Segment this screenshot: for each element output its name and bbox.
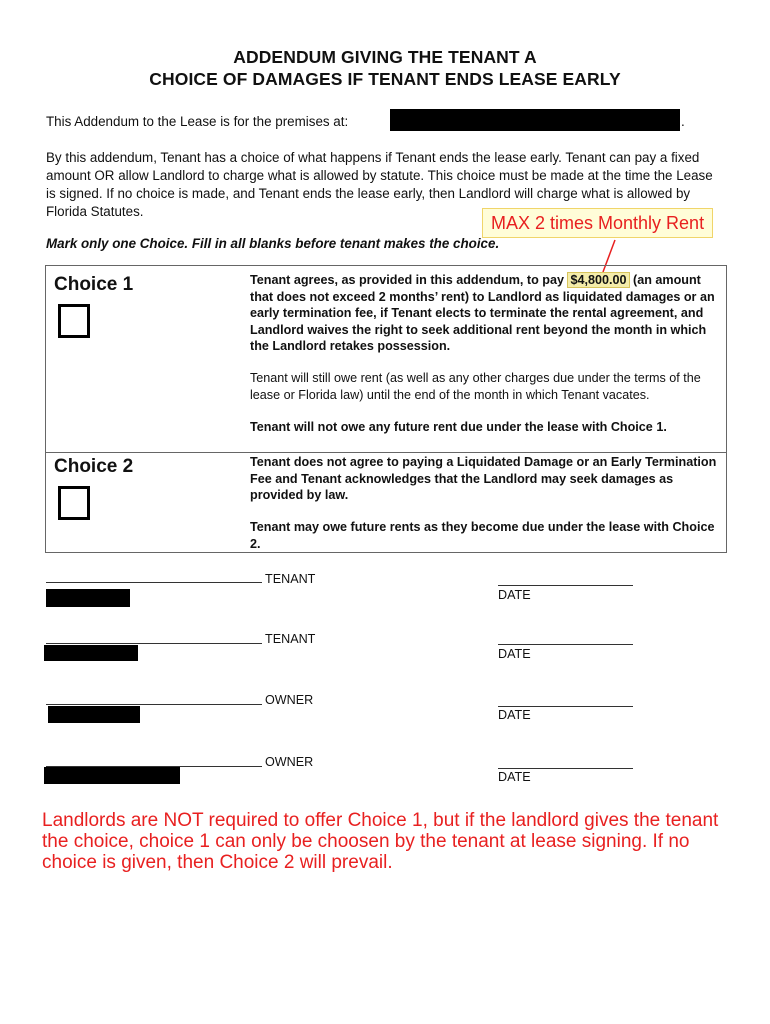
tenant-1-signature-line[interactable]	[46, 582, 262, 583]
tenant-1-label: TENANT	[265, 572, 316, 586]
choice-1-terms-end: (an amount that does not exceed 2 months’ rent) to Landlord as liquidated damages or an early termination fee, if Tenant elects to terminate the rental agreement, and Landlord waives the right to seek additional rent beyond the month in which the Landlord retakes possession.	[250, 273, 715, 353]
choice-2-terms: Tenant does not agree to paying a Liquidated Damage or an Early Termination Fee and Tenant acknowledges that the Landlord may seek damages as provided by law.	[250, 455, 717, 502]
premises-label: This Addendum to the Lease is for the premises at:	[46, 114, 349, 129]
title-line-2: CHOICE OF DAMAGES IF TENANT ENDS LEASE EARLY	[149, 69, 621, 89]
tenant-2-date-line[interactable]	[498, 644, 633, 645]
document-title	[0, 46, 770, 90]
choices-row-divider	[46, 452, 726, 453]
owner-1-date-label: DATE	[498, 708, 531, 722]
tenant-2-label: TENANT	[265, 632, 316, 646]
intro-paragraph: By this addendum, Tenant has a choice of what happens if Tenant ends the lease early. Tenant can pay a fixed amount OR allow Landlord to charge what is allowed by statute. This choice must be made at the time the Lease is signed. If no choice is made, and Tenant ends the lease early, then Landlord will charge what is allowed by Florida Statutes.	[46, 150, 713, 219]
premises-end-char: .	[681, 114, 685, 129]
choice-2-future-rent: Tenant may owe future rents as they become due under the lease with Choice 2.	[250, 520, 715, 551]
choice-2-checkbox[interactable]	[58, 486, 90, 520]
choice-1-label: Choice 1	[54, 274, 134, 295]
liquidated-damages-amount[interactable]: $4,800.00	[567, 272, 629, 288]
choice-1-future-rent: Tenant will not owe any future rent due under the lease with Choice 1.	[250, 420, 667, 434]
owner-1-date-line[interactable]	[498, 706, 633, 707]
owner-2-date-line[interactable]	[498, 768, 633, 769]
tenant-2-signature-line[interactable]	[46, 643, 262, 644]
owner-1-signature-line[interactable]	[46, 704, 262, 705]
premises-line	[46, 114, 348, 129]
owner-2-name-redaction	[44, 767, 180, 784]
tenant-2-name-redaction	[44, 645, 138, 661]
owner-1-name-redaction	[48, 706, 140, 723]
owner-2-date-label: DATE	[498, 770, 531, 784]
tenant-1-name-redaction	[46, 589, 130, 607]
max-rent-annotation: MAX 2 times Monthly Rent	[482, 208, 713, 238]
landlord-choice-note: Landlords are NOT required to offer Choice 1, but if the landlord gives the tenant the choice, choice 1 can only be choosen by the tenant at lease signing. If no choice is given, then Choice 2 will prevail.	[42, 810, 719, 873]
premises-redaction	[390, 109, 680, 131]
choice-1-terms	[250, 272, 720, 355]
tenant-2-date-label: DATE	[498, 647, 531, 661]
choice-2-label: Choice 2	[54, 456, 134, 477]
owner-1-label: OWNER	[265, 693, 314, 707]
choices-table	[45, 265, 727, 553]
choice-1-checkbox[interactable]	[58, 304, 90, 338]
owner-2-label: OWNER	[265, 755, 314, 769]
tenant-1-date-label: DATE	[498, 588, 531, 602]
title-line-1: ADDENDUM GIVING THE TENANT A	[233, 47, 537, 67]
mark-only-instruction: Mark only one Choice. Fill in all blanks before tenant makes the choice.	[46, 236, 500, 251]
choice-1-rent-note: Tenant will still owe rent (as well as any other charges due under the terms of the lease or Florida law) until the end of the month in which Tenant vacates.	[250, 371, 701, 402]
tenant-1-date-line[interactable]	[498, 585, 633, 586]
choice-1-terms-start: Tenant agrees, as provided in this addendum, to pay	[250, 273, 568, 287]
